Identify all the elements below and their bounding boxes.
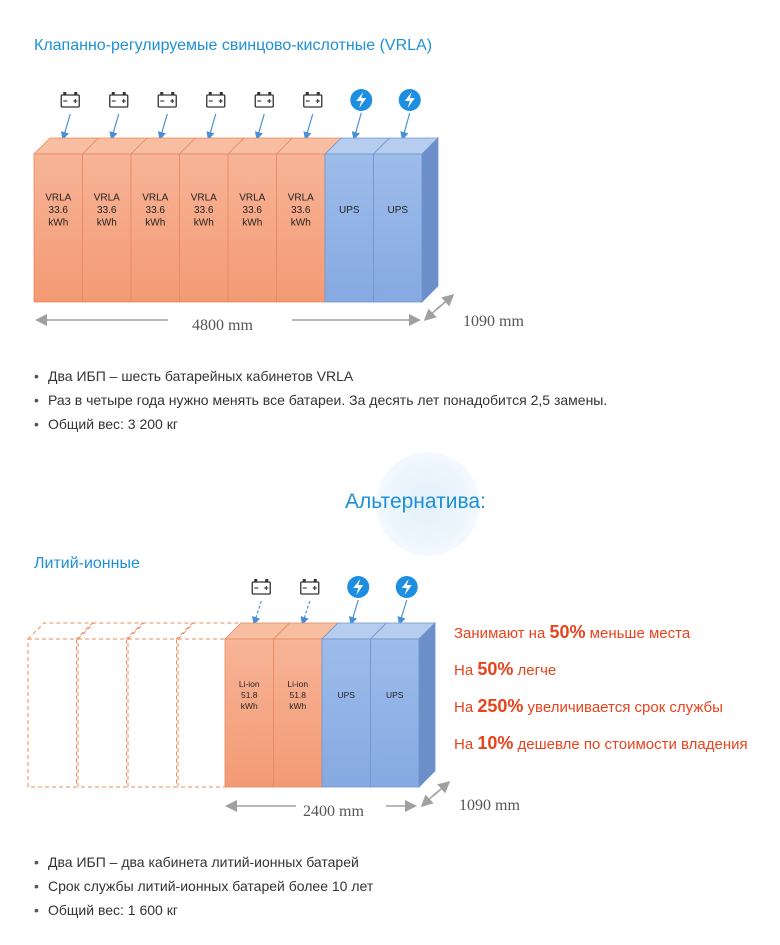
cabinet-label: kWh: [240, 701, 258, 712]
bullet-item: • Общий вес: 3 200 кг: [34, 412, 607, 436]
depth-dimension-vrla: 1090 mm: [463, 313, 524, 330]
cabinet-label: VRLA: [142, 192, 169, 204]
lightning-icon: [347, 576, 369, 598]
connector-arrow: [354, 113, 361, 138]
cabinet-label: UPS: [338, 205, 360, 217]
battery-icon: [207, 92, 225, 107]
bullet-item: • Общий вес: 1 600 кг: [34, 898, 373, 922]
advantage-item: На 10% дешевле по стоимости владения: [454, 733, 748, 753]
cabinet-label: 33.6: [48, 205, 68, 217]
alternative-label: Альтернатива:: [345, 490, 486, 513]
cabinet-label: 51.8: [240, 690, 258, 701]
connector-arrow: [400, 600, 407, 623]
bullet-list-liion: [34, 850, 373, 922]
connector-arrow: [63, 114, 70, 138]
section-title-vrla: Клапанно-регулируемые свинцово-кислотные (VRLA): [34, 37, 433, 54]
cabinet-label: kWh: [145, 217, 166, 229]
removed-cabinet-outline: [78, 623, 143, 787]
bullet-item: • Раз в четыре года нужно менять все батареи. За десять лет понадобится 2,5 замены.: [34, 388, 607, 412]
dimension-arrow: [426, 306, 440, 319]
connector-arrow: [254, 601, 261, 623]
cabinet-label: VRLA: [45, 192, 72, 204]
width-dimension-vrla: 4800 mm: [192, 317, 253, 334]
bullet-list-vrla: [34, 364, 607, 436]
removed-cabinet-outline: [128, 623, 193, 787]
cabinet-label: kWh: [290, 217, 311, 229]
battery-icon: [61, 92, 79, 107]
cabinet-label: Li-ion: [238, 679, 260, 690]
cabinet-label: 33.6: [194, 205, 214, 217]
dimension-arrow: [423, 792, 437, 805]
battery-icon: [110, 92, 128, 107]
cabinet-label: VRLA: [190, 192, 217, 204]
ups-cabinet: [371, 623, 436, 787]
cabinet-label: kWh: [48, 217, 69, 229]
depth-dimension-liion: 1090 mm: [459, 797, 520, 814]
connector-arrow: [257, 114, 264, 138]
connector-arrow: [403, 113, 410, 138]
cabinet-label: UPS: [386, 690, 404, 701]
connector-arrow: [351, 600, 358, 623]
cabinet-label: 33.6: [242, 205, 262, 217]
cabinet-label: VRLA: [93, 192, 120, 204]
battery-icon: [301, 579, 319, 594]
connector-arrow: [303, 601, 310, 623]
advantage-item: На 250% увеличивается срок службы: [454, 696, 723, 716]
battery-icon: [304, 92, 322, 107]
lightning-icon: [350, 89, 372, 111]
cabinet-label: 33.6: [145, 205, 165, 217]
removed-cabinet-outline: [28, 623, 93, 787]
cabinet-label: UPS: [387, 205, 409, 217]
connector-arrow: [160, 114, 167, 138]
connector-arrow: [306, 114, 313, 138]
cabinet-label: kWh: [96, 217, 117, 229]
cabinet-label: 33.6: [291, 205, 311, 217]
cabinet-label: 33.6: [97, 205, 117, 217]
advantage-item: На 50% легче: [454, 659, 557, 679]
cabinet-label: Li-ion: [287, 679, 309, 690]
bullet-item: • Срок службы литий-ионных батарей более 10 лет: [34, 874, 373, 898]
ups-cabinet: [374, 138, 439, 302]
bullet-item: • Два ИБП – два кабинета литий-ионных батарей: [34, 850, 373, 874]
advantage-item: Занимают на 50% меньше места: [454, 622, 691, 642]
cabinet-label: UPS: [337, 690, 355, 701]
battery-icon: [252, 579, 270, 594]
cabinet-label: 51.8: [289, 690, 307, 701]
connector-arrow: [112, 114, 119, 138]
width-dimension-liion: 2400 mm: [303, 803, 364, 820]
battery-icon: [255, 92, 273, 107]
cabinet-label: kWh: [289, 701, 307, 712]
lightning-icon: [396, 576, 418, 598]
connector-arrow: [209, 114, 216, 138]
section-title-liion: Литий-ионные: [34, 555, 140, 572]
cabinet-label: VRLA: [287, 192, 314, 204]
cabinet-label: kWh: [242, 217, 263, 229]
cabinet-label: VRLA: [239, 192, 266, 204]
bullet-item: • Два ИБП – шесть батарейных кабинетов VRLA: [34, 364, 607, 388]
lightning-icon: [399, 89, 421, 111]
battery-icon: [158, 92, 176, 107]
cabinet-label: kWh: [193, 217, 214, 229]
